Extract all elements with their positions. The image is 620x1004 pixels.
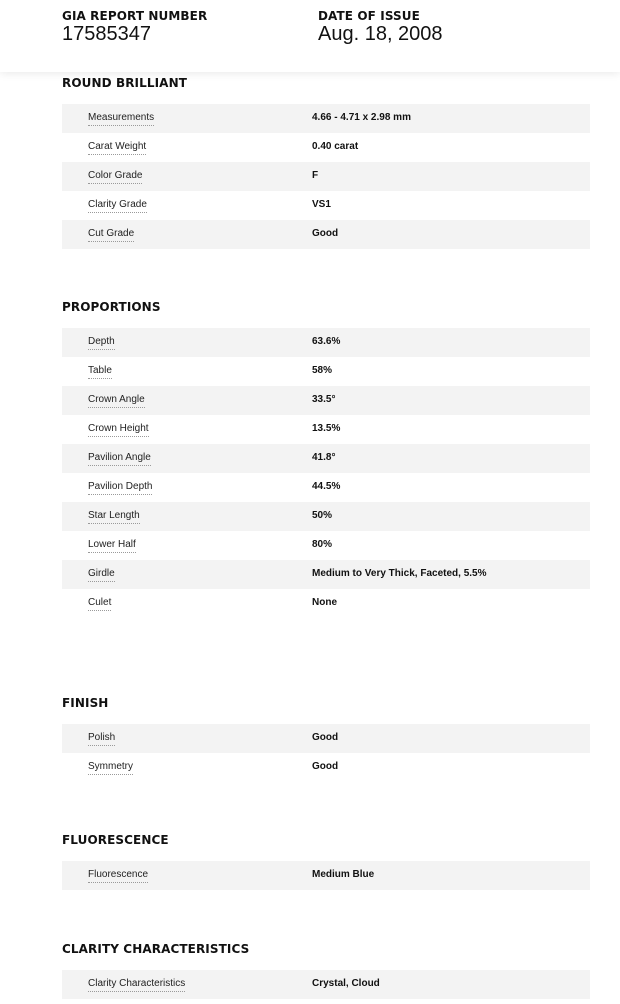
table-row bbox=[62, 724, 590, 753]
table-row bbox=[62, 415, 590, 444]
report-number-value: 17585347 bbox=[62, 23, 151, 45]
row-value-fluorescence: Medium Blue bbox=[312, 869, 375, 880]
report-number-block bbox=[62, 9, 207, 46]
round-brilliant-table bbox=[62, 104, 590, 249]
row-label-fluorescence[interactable]: Fluorescence bbox=[88, 869, 148, 883]
row-label-symmetry[interactable]: Symmetry bbox=[88, 761, 133, 775]
table-row bbox=[62, 473, 590, 502]
row-value-pavilion-angle: 41.8° bbox=[312, 452, 336, 463]
row-value-symmetry: Good bbox=[312, 761, 339, 772]
table-row bbox=[62, 357, 590, 386]
report-header bbox=[0, 0, 620, 72]
row-label-crown-angle[interactable]: Crown Angle bbox=[88, 394, 145, 408]
fluorescence-table bbox=[62, 861, 590, 890]
table-row bbox=[62, 104, 590, 133]
row-label-carat-weight[interactable]: Carat Weight bbox=[88, 141, 146, 155]
table-row bbox=[62, 861, 590, 890]
finish-table bbox=[62, 724, 590, 782]
table-row bbox=[62, 444, 590, 473]
table-row bbox=[62, 970, 590, 999]
section-title-round-brilliant: ROUND BRILLIANT bbox=[62, 76, 187, 90]
report-number-label: GIA REPORT NUMBER bbox=[62, 9, 208, 23]
section-title-finish: FINISH bbox=[62, 696, 109, 710]
row-label-polish[interactable]: Polish bbox=[88, 732, 115, 746]
row-value-polish: Good bbox=[312, 732, 339, 743]
row-value-girdle: Medium to Very Thick, Faceted, 5.5% bbox=[312, 568, 487, 579]
table-row bbox=[62, 191, 590, 220]
issue-date-label: DATE OF ISSUE bbox=[318, 9, 420, 23]
row-label-lower-half[interactable]: Lower Half bbox=[88, 539, 136, 553]
row-label-color-grade[interactable]: Color Grade bbox=[88, 170, 142, 184]
row-label-culet[interactable]: Culet bbox=[88, 597, 111, 611]
row-label-clarity-grade[interactable]: Clarity Grade bbox=[88, 199, 147, 213]
row-value-lower-half: 80% bbox=[312, 539, 333, 550]
table-row bbox=[62, 753, 590, 782]
proportions-table bbox=[62, 328, 590, 618]
row-label-pavilion-depth[interactable]: Pavilion Depth bbox=[88, 481, 152, 495]
row-label-pavilion-angle[interactable]: Pavilion Angle bbox=[88, 452, 151, 466]
row-value-depth: 63.6% bbox=[312, 336, 341, 347]
row-value-star-length: 50% bbox=[312, 510, 333, 521]
issue-date-value: Aug. 18, 2008 bbox=[318, 23, 443, 45]
row-label-star-length[interactable]: Star Length bbox=[88, 510, 140, 524]
row-value-cut-grade: Good bbox=[312, 228, 339, 239]
table-row bbox=[62, 589, 590, 618]
row-label-cut-grade[interactable]: Cut Grade bbox=[88, 228, 134, 242]
section-title-fluorescence: FLUORESCENCE bbox=[62, 833, 169, 847]
row-value-crown-height: 13.5% bbox=[312, 423, 341, 434]
table-row bbox=[62, 328, 590, 357]
row-label-depth[interactable]: Depth bbox=[88, 336, 115, 350]
table-row bbox=[62, 220, 590, 249]
row-value-clarity-grade: VS1 bbox=[312, 199, 331, 210]
table-row bbox=[62, 502, 590, 531]
row-label-measurements[interactable]: Measurements bbox=[88, 112, 154, 126]
row-value-color-grade: F bbox=[312, 170, 319, 181]
table-row bbox=[62, 162, 590, 191]
clarity-characteristics-table bbox=[62, 970, 590, 999]
section-title-clarity-characteristics: CLARITY CHARACTERISTICS bbox=[62, 942, 250, 956]
row-value-crown-angle: 33.5° bbox=[312, 394, 336, 405]
row-label-table[interactable]: Table bbox=[88, 365, 112, 379]
row-label-clarity-characteristics[interactable]: Clarity Characteristics bbox=[88, 978, 185, 992]
row-label-girdle[interactable]: Girdle bbox=[88, 568, 115, 582]
row-value-pavilion-depth: 44.5% bbox=[312, 481, 341, 492]
row-label-crown-height[interactable]: Crown Height bbox=[88, 423, 149, 437]
table-row bbox=[62, 386, 590, 415]
table-row bbox=[62, 133, 590, 162]
row-value-measurements: 4.66 - 4.71 x 2.98 mm bbox=[312, 112, 411, 123]
row-value-carat-weight: 0.40 carat bbox=[312, 141, 359, 152]
section-title-proportions: PROPORTIONS bbox=[62, 300, 161, 314]
row-value-clarity-characteristics: Crystal, Cloud bbox=[312, 978, 380, 989]
table-row bbox=[62, 560, 590, 589]
issue-date-block bbox=[318, 9, 443, 46]
row-value-culet: None bbox=[312, 597, 337, 608]
row-value-table: 58% bbox=[312, 365, 333, 376]
table-row bbox=[62, 531, 590, 560]
